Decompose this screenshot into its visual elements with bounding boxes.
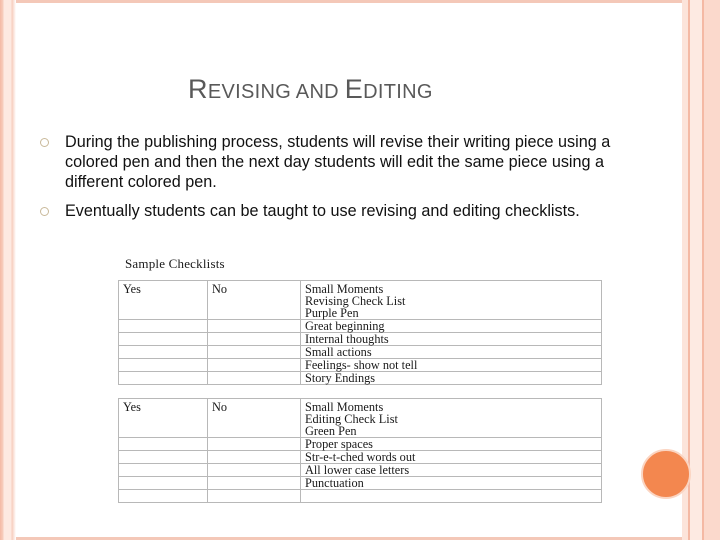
bullet-text: Eventually students can be taught to use revising and editing checklists.	[65, 202, 580, 220]
table-row	[119, 359, 602, 372]
title-part-1: EVISING AND	[207, 81, 345, 103]
table-row	[119, 333, 602, 346]
header-line: Editing Check List	[305, 412, 398, 426]
checklist-item: Story Endings	[301, 372, 602, 385]
bullet-icon	[40, 207, 49, 216]
slide-title	[188, 74, 433, 105]
slide-frame-left	[0, 0, 16, 540]
checklist-item: Internal thoughts	[301, 333, 602, 346]
table-row	[119, 464, 602, 477]
checklist-item: Str-e-t-ched words out	[301, 451, 602, 464]
no-column-header: No	[208, 281, 301, 320]
header-line: Small Moments	[305, 282, 384, 296]
slide-frame-top	[0, 0, 720, 3]
checklist-header	[301, 281, 602, 320]
checklist-header	[301, 399, 602, 438]
table-row	[119, 438, 602, 451]
table-row	[119, 346, 602, 359]
checklist-item: Proper spaces	[301, 438, 602, 451]
bullet-list	[40, 132, 630, 230]
header-line: Small Moments	[305, 400, 384, 414]
sample-checklists-image	[118, 256, 604, 506]
slide-frame-right	[682, 0, 720, 540]
checklist-item: Feelings- show not tell	[301, 359, 602, 372]
accent-circle	[641, 449, 691, 499]
header-line: Purple Pen	[305, 306, 359, 320]
checklist-item: Great beginning	[301, 320, 602, 333]
table-row	[119, 477, 602, 490]
revising-checklist-table	[118, 280, 602, 385]
header-line: Green Pen	[305, 424, 357, 438]
table-row	[119, 281, 602, 320]
checklist-item	[301, 490, 602, 503]
bullet-item	[40, 201, 630, 221]
header-line: Revising Check List	[305, 294, 406, 308]
checklist-item: Small actions	[301, 346, 602, 359]
table-row	[119, 399, 602, 438]
title-initial: R	[188, 74, 208, 104]
title-initial-2: E	[344, 74, 364, 104]
table-row	[119, 320, 602, 333]
table-row	[119, 451, 602, 464]
bullet-item	[40, 132, 630, 192]
yes-column-header: Yes	[119, 399, 208, 438]
title-part-2: DITING	[363, 81, 433, 103]
checklists-caption: Sample Checklists	[125, 256, 225, 271]
bullet-text: During the publishing process, students will revise their writing piece using a colored pen and then the next day students will edit the same piece using a different colored pen.	[65, 133, 611, 191]
checklist-item: All lower case letters	[301, 464, 602, 477]
yes-column-header: Yes	[119, 281, 208, 320]
checklist-item: Punctuation	[301, 477, 602, 490]
bullet-icon	[40, 138, 49, 147]
editing-checklist-table	[118, 398, 602, 503]
table-row	[119, 490, 602, 503]
table-row	[119, 372, 602, 385]
no-column-header: No	[208, 399, 301, 438]
